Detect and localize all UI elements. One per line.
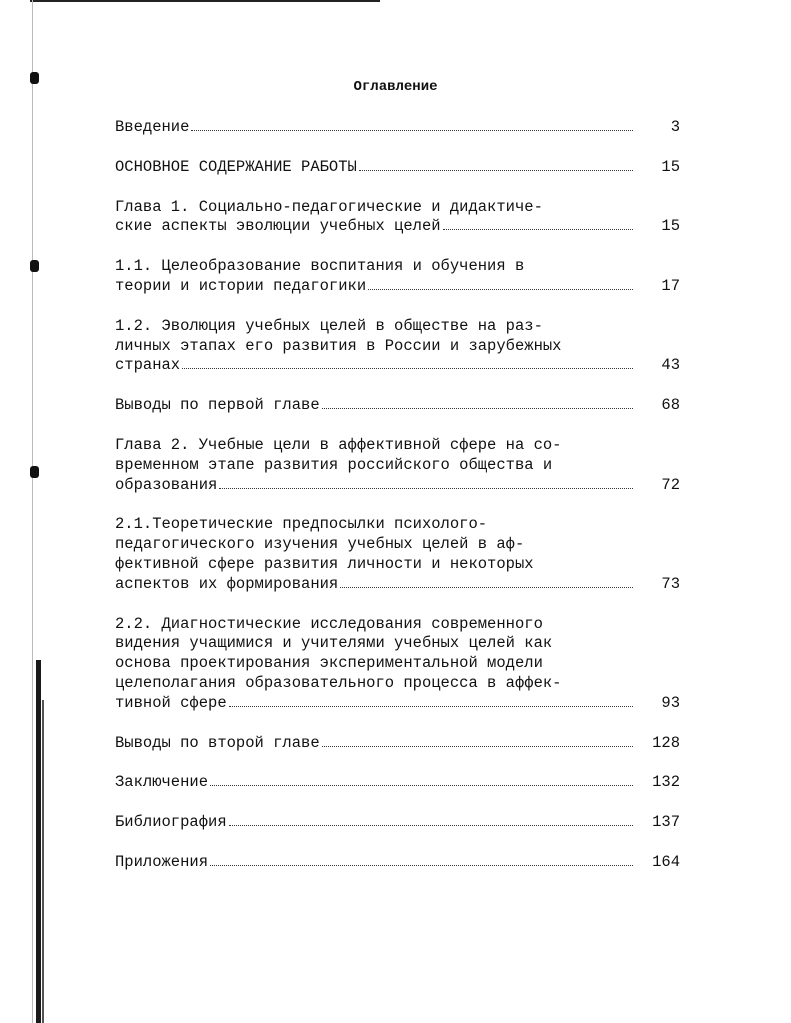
toc-entry-title: Выводы по первой главе bbox=[115, 396, 320, 415]
toc-entry-line: личных этапах его развития в России и зарубежных bbox=[115, 336, 562, 355]
toc-entry-text bbox=[115, 853, 633, 873]
toc-entry-title: теории и истории педагогики bbox=[115, 276, 367, 295]
toc-entry-title: ские аспекты эволюции учебных целей bbox=[115, 217, 441, 236]
scan-binding-shadow bbox=[36, 660, 41, 1023]
dot-leader bbox=[219, 488, 633, 489]
dot-leader bbox=[182, 368, 633, 369]
toc-entry-line: 2.2. Диагностические исследования современного bbox=[115, 614, 543, 633]
toc-page-number: 43 bbox=[661, 356, 680, 375]
toc-page-number: 128 bbox=[652, 733, 680, 752]
toc-entry-title: Заключение bbox=[115, 773, 209, 792]
toc-entry-line: фективной сфере развития личности и некоторых bbox=[115, 554, 534, 573]
toc-entry-text bbox=[115, 198, 633, 238]
toc-page-number: 68 bbox=[661, 396, 680, 415]
dot-leader bbox=[229, 825, 633, 826]
toc-entry-title: Введение bbox=[115, 118, 190, 136]
toc-entry-line: целеполагания образовательного процесса в аффек- bbox=[115, 673, 562, 692]
toc-page-number: 17 bbox=[661, 276, 680, 295]
dot-leader bbox=[322, 746, 633, 747]
page-title: Оглавление bbox=[353, 79, 438, 95]
dot-leader bbox=[322, 408, 633, 409]
toc-entry-title: ОСНОВНОЕ СОДЕРЖАНИЕ РАБОТЫ bbox=[115, 157, 357, 176]
toc-page-number: 73 bbox=[661, 574, 680, 593]
dot-leader bbox=[443, 229, 633, 230]
toc-entry-title: Выводы по второй главе bbox=[115, 733, 320, 752]
punch-hole-mark bbox=[30, 260, 39, 272]
toc-entry-line: 1.1. Целеобразование воспитания и обучения в bbox=[115, 257, 525, 276]
toc-entry-title: Приложения bbox=[115, 852, 209, 871]
toc-entry-text bbox=[115, 615, 633, 714]
toc-entry bbox=[115, 853, 680, 873]
toc-entry-text bbox=[115, 257, 633, 297]
scan-left-edge bbox=[32, 0, 33, 1023]
toc-entry-text bbox=[115, 813, 633, 833]
toc-entry bbox=[115, 396, 680, 416]
scan-binding-shadow-inner bbox=[42, 700, 44, 1023]
toc-page-number: 93 bbox=[661, 693, 680, 712]
toc-page-number: 15 bbox=[661, 217, 680, 236]
toc-entry-text bbox=[115, 773, 633, 793]
toc-entry-text bbox=[115, 317, 633, 376]
dot-leader bbox=[210, 865, 633, 866]
toc-entry-text bbox=[115, 436, 633, 495]
toc-entry-title: странах bbox=[115, 356, 181, 375]
toc-entry bbox=[115, 515, 680, 594]
toc-page-number: 137 bbox=[652, 813, 680, 832]
toc-entry-line: видения учащимися и учителями учебных целей как bbox=[115, 634, 553, 653]
toc-entry-line: педагогического изучения учебных целей в аф- bbox=[115, 535, 525, 554]
toc-entry bbox=[115, 257, 680, 297]
dot-leader bbox=[191, 130, 633, 131]
toc-entry bbox=[115, 615, 680, 714]
toc-entry-title: Библиография bbox=[115, 813, 227, 832]
toc-entry-line: основа проектирования экспериментальной модели bbox=[115, 654, 543, 673]
toc-entry-title: аспектов их формирования bbox=[115, 574, 339, 593]
toc-entry-text bbox=[115, 118, 633, 138]
table-of-contents bbox=[115, 118, 680, 873]
dot-leader bbox=[229, 706, 633, 707]
toc-entry bbox=[115, 773, 680, 793]
toc-entry bbox=[115, 118, 680, 138]
toc-entry-line: 2.1.Теоретические предпосылки психолого- bbox=[115, 515, 488, 534]
toc-entry bbox=[115, 158, 680, 178]
scan-top-edge bbox=[30, 0, 380, 2]
punch-hole-mark bbox=[30, 466, 39, 478]
toc-page-number: 15 bbox=[661, 157, 680, 176]
toc-entry-title: образования bbox=[115, 475, 218, 494]
toc-page-number: 132 bbox=[652, 773, 680, 792]
toc-entry bbox=[115, 813, 680, 833]
toc-page-number: 3 bbox=[670, 118, 680, 136]
toc-entry bbox=[115, 734, 680, 754]
toc-entry bbox=[115, 198, 680, 238]
toc-entry-title: тивной сфере bbox=[115, 693, 227, 712]
toc-entry-line: Глава 1. Социально-педагогические и дидактиче- bbox=[115, 197, 543, 216]
dot-leader bbox=[210, 785, 633, 786]
toc-entry-text bbox=[115, 515, 633, 594]
toc-entry-line: 1.2. Эволюция учебных целей в обществе на раз- bbox=[115, 316, 543, 335]
toc-page-number: 164 bbox=[652, 852, 680, 871]
toc-entry-text bbox=[115, 734, 633, 754]
toc-entry-line: временном этапе развития российского общества и bbox=[115, 455, 553, 474]
dot-leader bbox=[359, 170, 633, 171]
toc-entry bbox=[115, 436, 680, 495]
toc-entry-line: Глава 2. Учебные цели в аффективной сфере на со- bbox=[115, 435, 562, 454]
dot-leader bbox=[368, 289, 633, 290]
toc-entry-text bbox=[115, 396, 633, 416]
toc-entry-text bbox=[115, 158, 633, 178]
toc-entry bbox=[115, 317, 680, 376]
toc-page-number: 72 bbox=[661, 475, 680, 494]
dot-leader bbox=[340, 587, 633, 588]
